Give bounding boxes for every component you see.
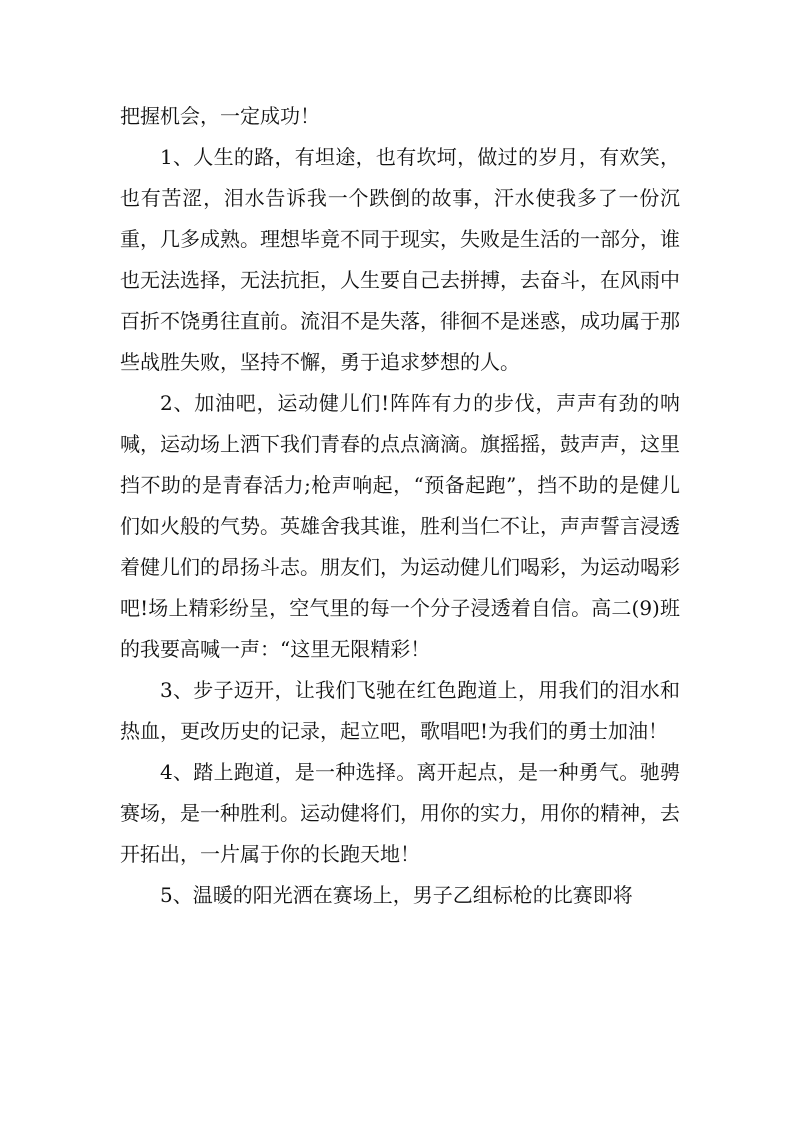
paragraph-3: 3、步子迈开，让我们飞驰在红色跑道上，用我们的泪水和热血，更改历史的记录，起立吧，歌唱吧!为我们的勇士加油！ [120, 678, 680, 743]
document-page [120, 96, 680, 916]
paragraph-1: 1、人生的路，有坦途，也有坎坷，做过的岁月，有欢笑，也有苦涩，泪水告诉我一个跌倒的故事，汗水使我多了一份沉重，几多成熟。理想毕竟不同于现实，失败是生活的一部分，谁也无法选择，无法抗拒，人生要自己去拼搏，去奋斗，在风雨中百折不饶勇往直前。流泪不是失落，徘徊不是迷惑，成功属于那些战胜失败，坚持不懈，勇于追求梦想的人。 [120, 145, 680, 374]
paragraph-intro: 把握机会，一定成功！ [120, 104, 320, 128]
paragraph-4: 4、踏上跑道，是一种选择。离开起点，是一种勇气。驰骋赛场，是一种胜利。运动健将们，用你的实力，用你的精神，去开拓出，一片属于你的长跑天地！ [120, 760, 680, 866]
paragraph-2: 2、加油吧，运动健儿们!阵阵有力的步伐，声声有劲的呐喊，运动场上洒下我们青春的点点滴滴。旗摇摇，鼓声声，这里挡不助的是青春活力;枪声响起，“预备起跑”，挡不助的是健儿们如火般的气势。英雄舍我其谁，胜利当仁不让，声声誓言浸透着健儿们的昂扬斗志。朋友们，为运动健儿们喝彩，为运动喝彩吧!场上精彩纷呈，空气里的每一个分子浸透着自信。高二(9)班的我要高喊一声：“这里无限精彩！ [120, 391, 680, 661]
paragraph-5: 5、温暖的阳光洒在赛场上，男子乙组标枪的比赛即将 [160, 883, 633, 907]
